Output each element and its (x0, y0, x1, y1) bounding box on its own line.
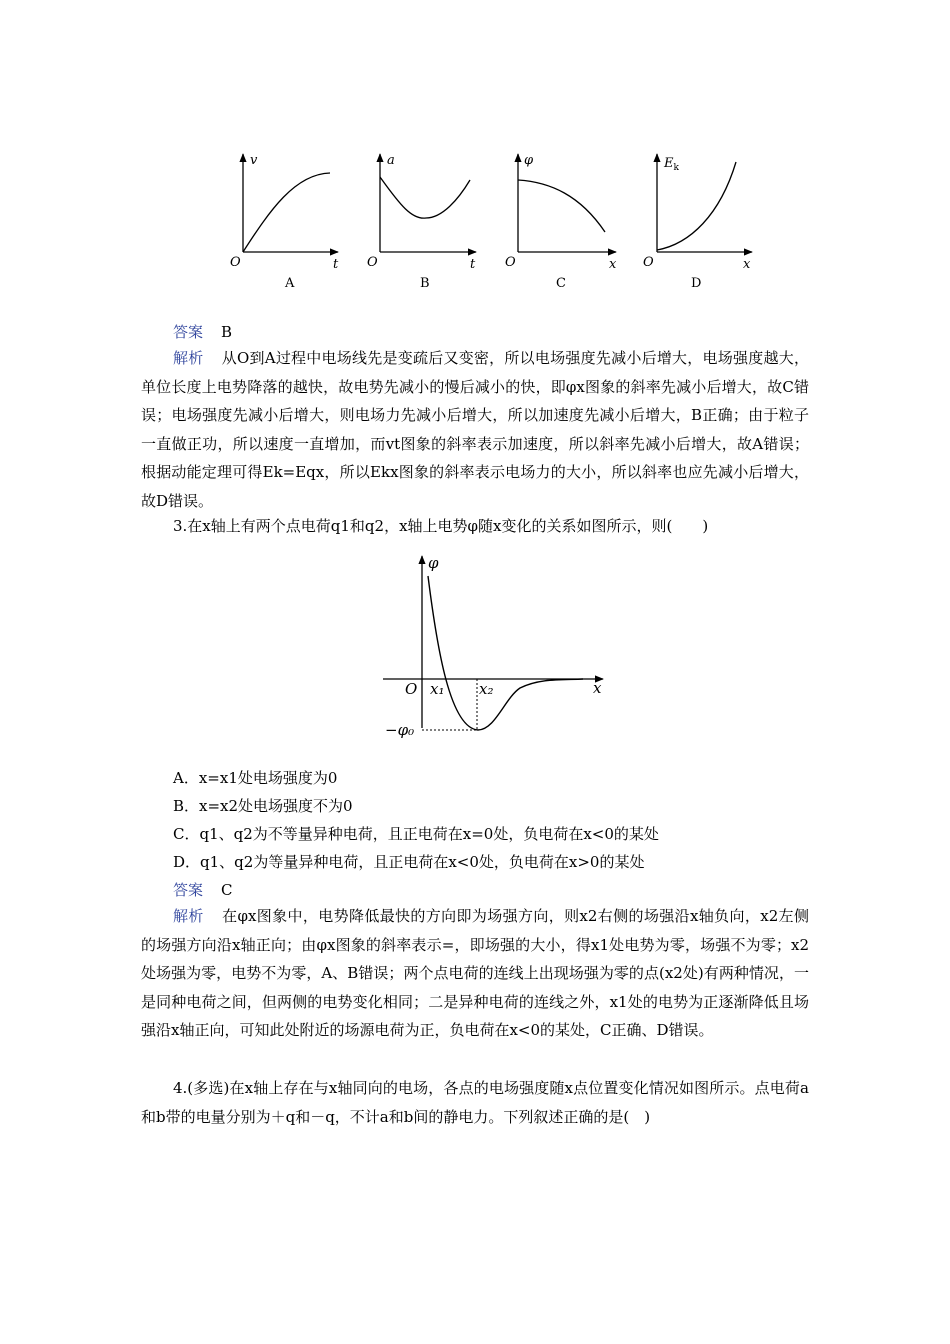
graph-c (505, 153, 617, 291)
q3-analysis-text: 在φx图象中，电势降低最快的方向即为场强方向，则x2右侧的场强沿x轴负向，x2左侧的场强方向沿x轴正向；由φx图象的斜率表示=，即场强的大小，得x1处电势为零，场强不为零；x2处场强为零，电势不为零，A、B错误；两个点电荷的连线上出现场强为零的点(x2处)有两种情况，一是同种电荷之间，但两侧的电势变化相同；二是异种电荷的连线之外，x1处的电势为正逐渐降低且场强沿x轴正向，可知此处附近的场源电荷为正，负电荷在x<0的某处，C正确、D错误。 (141, 907, 809, 1040)
q2-answer-label: 答案 (173, 323, 204, 341)
curve-a (243, 173, 330, 252)
q3-analysis-label: 解析 (173, 907, 204, 925)
graph-a-x-label: t (333, 257, 339, 272)
q3-option-c: C．q1、q2为不等量异种电荷，且正电荷在x=0处，负电荷在x<0的某处 (173, 825, 659, 843)
q3-analysis (141, 902, 809, 1045)
graph-d-caption: D (691, 276, 702, 291)
graph-a-y-label: v (250, 153, 258, 168)
q2-analysis-text: 从O到A过程中电场线先是变疏后又变密，所以电场强度先减小后增大，电场强度越大，单位长度上电势降落的越快，故电势先减小的慢后减小的快，即φx图象的斜率先减小后增大，故C错误；电场强度先减小后增大，则电场力先减小后增大，所以加速度先减小后增大，B正确；由于粒子一直做正功，所以速度一直增加，而vt图象的斜率表示加速度，所以斜率先减小后增大，故A错误；根据动能定理可得Ek=Eqx，所以Ekx图象的斜率表示电场力的大小，所以斜率也应先减小后增大，故D错误。 (141, 349, 809, 510)
graph-c-origin: O (505, 255, 516, 270)
graph-a (230, 153, 339, 291)
q2-analysis-label: 解析 (173, 349, 204, 367)
graph-b-origin: O (367, 255, 378, 270)
graph-d-origin: O (643, 255, 654, 270)
graph-b-y-label: a (387, 153, 395, 168)
q3-option-a: A．x=x1处电场强度为0 (173, 769, 338, 787)
q3-curve (428, 576, 583, 730)
q3-x-label: x (593, 679, 602, 697)
q3-min-label: −φ₀ (385, 721, 415, 739)
q2-answer-value: B (221, 323, 233, 341)
q3-y-label: φ (428, 554, 439, 572)
graph-d-x-label: x (743, 257, 751, 272)
graph-c-x-label: x (609, 257, 617, 272)
q3-answer-label: 答案 (173, 881, 204, 899)
curve-c (518, 180, 605, 232)
graph-d-y-label: $E_k$ (664, 156, 679, 173)
graph-c-caption: C (556, 276, 566, 291)
graph-c-y-label: φ (524, 153, 534, 168)
q2-answer (141, 322, 841, 342)
q3-figure (375, 548, 625, 748)
q3-origin: O (405, 680, 418, 698)
graph-a-origin: O (230, 255, 241, 270)
q4-stem: 4.(多选)在x轴上存在与x轴同向的电场，各点的电场强度随x点位置变化情况如图所示。点电荷a和b带的电量分别为＋q和－q，不计a和b间的静电力。下列叙述正确的是( ) (141, 1079, 809, 1126)
top-figure (200, 140, 760, 300)
graph-b-x-label: t (470, 257, 476, 272)
curve-d (657, 162, 736, 250)
graph-b (367, 153, 476, 291)
q3-answer (141, 880, 841, 900)
q3-option-b: B．x=x2处电场强度不为0 (173, 797, 353, 815)
q2-analysis (141, 344, 809, 516)
curve-b (380, 177, 470, 218)
q3-option-d: D．q1、q2为等量异种电荷，且正电荷在x<0处，负电荷在x>0的某处 (173, 853, 645, 871)
q3-stem: 3.在x轴上有两个点电荷q1和q2，x轴上电势φ随x变化的关系如图所示，则( ) (173, 517, 709, 535)
q3-x1-label: x₁ (430, 680, 445, 698)
graph-d (643, 154, 752, 291)
q3-answer-value: C (221, 881, 233, 899)
q3-x2-label: x₂ (479, 680, 494, 698)
graph-a-caption: A (285, 276, 295, 291)
graph-b-caption: B (420, 276, 430, 291)
